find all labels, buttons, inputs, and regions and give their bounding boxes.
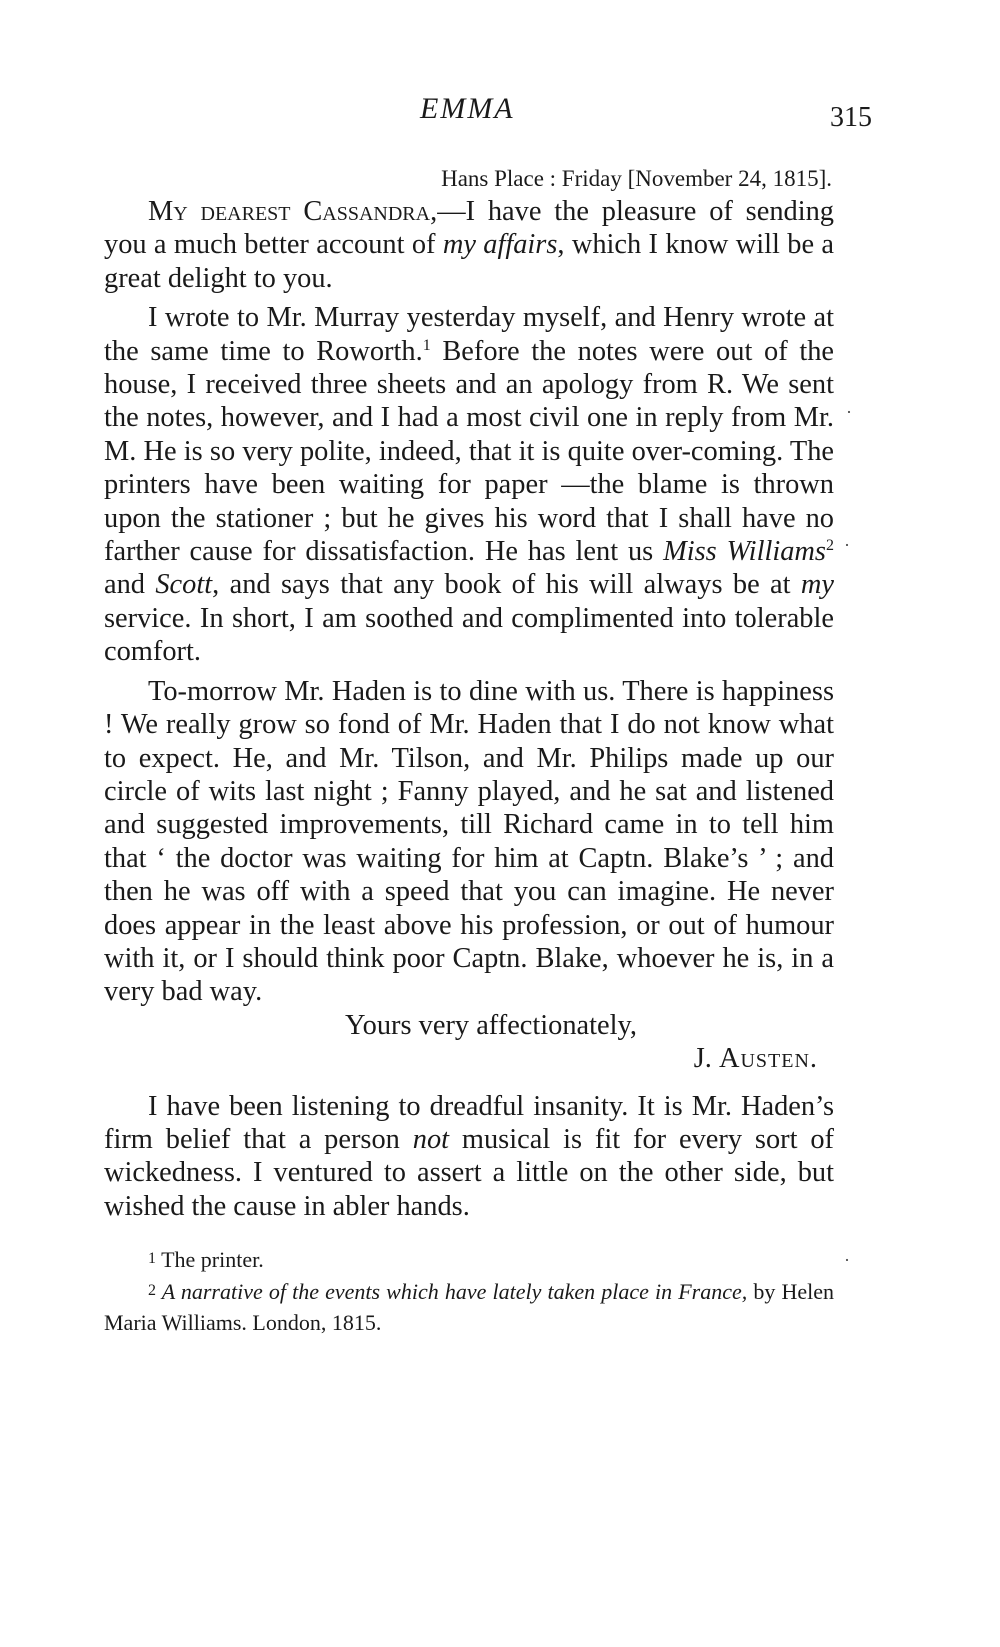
page-number: 315 [830, 102, 872, 133]
footnotes [104, 1243, 834, 1338]
dateline: Hans Place : Friday [November 24, 1815]. [441, 166, 832, 191]
margin-dot: · [844, 535, 850, 555]
paragraph-2-text-b: Before the notes were out of the house, I received three sheets and an apology from R. We sent the notes, however, and I had a most civil one in reply from Mr. M. He is so very polite, indeed, that it is quite over-coming. The printers have been waiting for paper —the blame is thrown upon the stationer ; but he gives his word that I shall have no farther cause for dissatisfaction. He has lent us [104, 335, 835, 568]
paragraph-1 [104, 195, 834, 295]
signature [104, 1042, 834, 1075]
paragraph-2-text-c: and [104, 569, 156, 601]
running-title: EMMA [420, 92, 515, 125]
postscript-text-b: musical is fit for every sort of wickedness. I ventured to assert a little on the other side, but wished the cause in abler hands. [104, 1123, 835, 1222]
margin-dot: · [844, 1250, 850, 1270]
footnote-ref-2[interactable]: 2 [825, 537, 834, 555]
paragraph-3: To-morrow Mr. Haden is to dine with us. There is happiness ! We really grow so fond of Mr. Haden that I do not know what to expect. He, and Mr. Tilson, and Mr. Philips made up our circle of wits last night ; Fanny played, and he sat and listened and suggested improvements, till Richard came in to tell him that ‘ the doctor was waiting for him at Captn. Blake’s ’ ; and then he was off with a speed that you can imagine. He never does appear in the least above his profession, or out of humour with it, or I should think poor Captn. Blake, whoever he is, in a very bad way. [104, 675, 834, 1008]
book-title-scott: Scott [155, 569, 213, 601]
paragraph-2 [104, 301, 834, 668]
footnote-1-number: 1 [148, 1250, 156, 1268]
footnote-1-text: The printer. [156, 1247, 264, 1273]
footnote-2 [104, 1275, 834, 1338]
paragraph-2-text-e: service. In short, I am soothed and complimented into tolerable comfort. [104, 602, 834, 668]
paragraph-2-text-d: , and says that any book of his will always be at [212, 569, 801, 601]
footnote-ref-1[interactable]: 1 [422, 336, 431, 354]
postscript-emphasis-not: not [412, 1123, 450, 1155]
running-head [0, 92, 1000, 132]
salutation: My dearest Cassandra, [148, 196, 438, 227]
paragraph-2-text-a: I wrote to Mr. Murray yesterday myself, and Henry wrote at the same time to Roworth. [104, 302, 834, 367]
signature-initial: J. [693, 1043, 719, 1075]
letter-closing: Yours very affectionately, [345, 1009, 637, 1041]
margin-dot: · [846, 402, 852, 422]
book-title-miss-williams: Miss Williams [663, 536, 826, 568]
paragraph-1-text-a: —I have the pleasure of sending you a much better account of [104, 196, 834, 261]
signature-name: Austen. [718, 1043, 818, 1075]
postscript [104, 1090, 834, 1224]
letter-body [104, 163, 834, 1338]
paragraph-1-emphasis: my affairs [442, 229, 558, 261]
footnote-1 [104, 1243, 834, 1275]
paragraph-1-text-b: , which I know will be a great delight to you. [104, 229, 834, 294]
paragraph-2-emphasis-my: my [800, 569, 834, 601]
postscript-text-a: I have been listening to dreadful insanity. It is Mr. Haden’s firm belief that a person [104, 1090, 834, 1155]
footnote-2-text: by Helen Maria Williams. London, 1815. [104, 1279, 834, 1336]
footnote-2-number: 2 [148, 1282, 156, 1300]
footnote-2-title: A narrative of the events which have lately taken place in France, [156, 1279, 748, 1305]
